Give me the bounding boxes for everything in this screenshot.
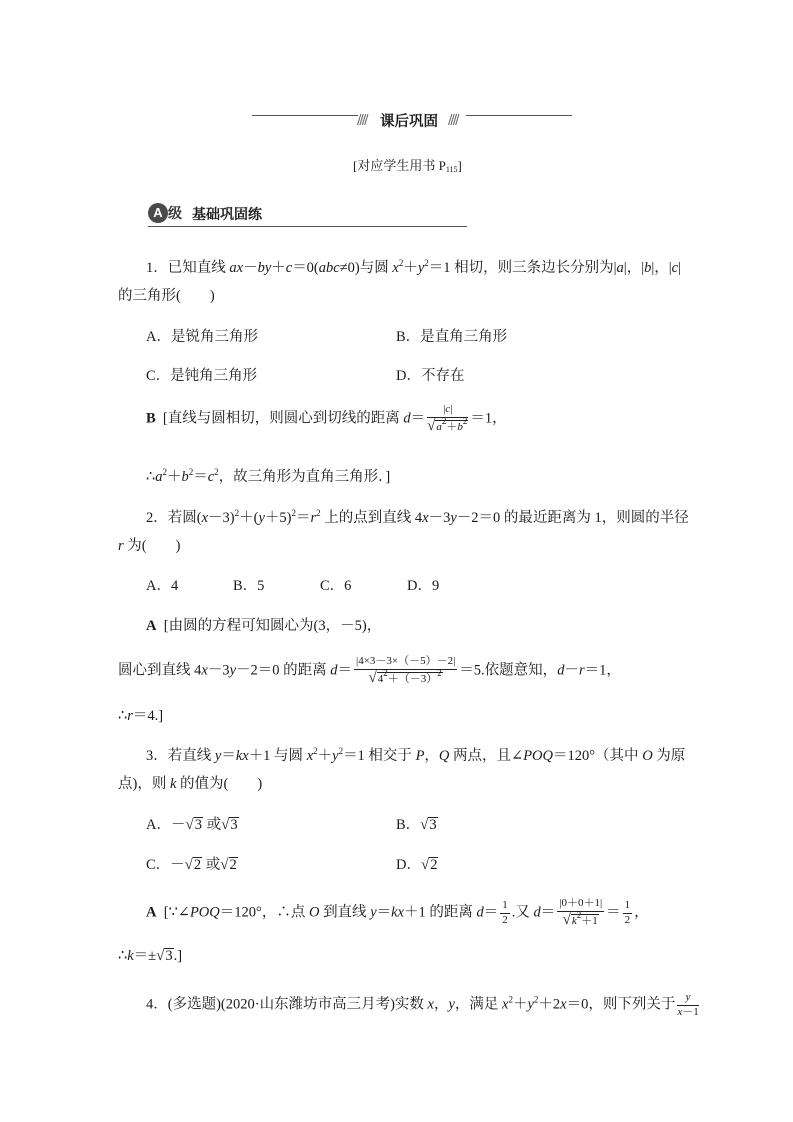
ref-suffix: ] [457, 158, 462, 173]
q1-distance-fraction: $\frac{|c|}{√a^2+b^2}$ [427, 403, 468, 434]
header-rule-left [252, 115, 358, 116]
q2-solution-line3: ∴r＝4.] [118, 708, 164, 724]
q3-option-d: D．√2 [396, 857, 438, 873]
q2-option-c: C．6 [320, 578, 352, 594]
q1-option-c: C．是钝角三角形 [146, 368, 258, 384]
header-ornament-right: //// [448, 113, 458, 128]
ref-page: 115 [445, 165, 458, 174]
level-badge-suffix: 级 [168, 205, 182, 221]
q3-stem-line2: 点)，则 k 的值为( ) [118, 776, 263, 792]
q4-stem-line1: 4．(多选题)(2020·山东潍坊市高三月考)实数 x，y，满足 $x^2+y^2+2x=0$，则下列关于 $\frac{y}{x-1}$ [146, 991, 699, 1018]
q2-answer: A [146, 618, 157, 634]
q2-option-b: B．5 [233, 578, 265, 594]
q3-answer: A [146, 904, 157, 921]
level-badge: A [148, 203, 168, 223]
q1-solution-line2: $\therefore a^2+b^2=c^2$，故三角形为直角三角形．] [146, 467, 391, 485]
q3-stem-line1: 3．若直线 y＝kx＋1 与圆 $x^2+y^2=1$ 相交于 P，Q 两点，且∠POQ＝120°（其中 O 为原 [146, 746, 686, 764]
q3-solution-line2: ∴k＝±√3.] [118, 948, 183, 964]
q1-stem-line1: 1．已知直线 ax－by＋c＝0(abc≠0)与圆 $x^2+y^2=1$ 相切，则三条边长分别为|a|，|b|，|c| [146, 258, 682, 276]
q2-solution-line1: A [由圆的方程可知圆心为(3，－5)， [146, 618, 382, 634]
q1-option-d: D．不存在 [396, 368, 465, 384]
section-title: 基础巩固练 [192, 206, 262, 222]
q2-option-a: A．4 [146, 578, 179, 594]
q1-answer: B [146, 410, 156, 427]
q2-option-d: D．9 [407, 578, 440, 594]
section-underline [148, 226, 467, 227]
q3-option-a: A．－√3 或√3 [146, 817, 238, 833]
q1-solution-line1: B [直线与圆相切，则圆心到切线的距离 d＝ $\frac{|c|}{√a^2+b^2}$ ＝1， [146, 403, 507, 434]
q3-option-b: B．√3 [396, 817, 437, 833]
q2-solution-line2: 圆心到直线 4x－3y－2＝0 的距离 d＝ $\frac{|4\times 3-3\times(-5)-2|}{√4^2+(-3)^2}$ ＝5.依题意知，d－r＝1， [118, 655, 621, 686]
q2-stem-line2: r 为( ) [118, 538, 181, 554]
q3-option-c: C．－√2 或√2 [146, 857, 237, 873]
header-rule-right [466, 115, 572, 116]
q1-stem-line2: 的三角形( ) [118, 288, 215, 304]
q3-solution-line1: A [∵∠POQ＝120°，∴点 O 到直线 y＝kx＋1 的距离 d＝ $\frac{1}{2}$ .又 d＝ $\frac{|0+0+1|}{√k^2+1}$ ＝ $\frac{1}{2}$ ， [146, 897, 649, 928]
textbook-reference [353, 155, 462, 174]
q1-option-b: B．是直角三角形 [396, 329, 508, 345]
q2-distance-fraction: $\frac{|4\times 3-3\times(-5)-2|}{√4^2+(-3)^2}$ [356, 655, 456, 686]
q3-half-fraction-2: $\frac{1}{2}$ [624, 899, 631, 926]
q3-half-fraction: $\frac{1}{2}$ [502, 899, 508, 926]
ref-prefix: [对应学生用书 P [353, 158, 446, 173]
q4-fraction: $\frac{y}{x-1}$ [677, 991, 699, 1018]
page-title: 课后巩固 [380, 114, 438, 130]
q2-stem-line1: 2．若圆$(x-3)^2+(y+5)^2=r^2$ 上的点到直线 4x－3y－2＝0 的最近距离为 1，则圆的半径 [146, 508, 689, 526]
header-ornament-left: //// [357, 113, 367, 128]
q3-distance-fraction: $\frac{|0+0+1|}{√k^2+1}$ [559, 897, 603, 928]
q1-option-a: A．是锐角三角形 [146, 329, 258, 345]
